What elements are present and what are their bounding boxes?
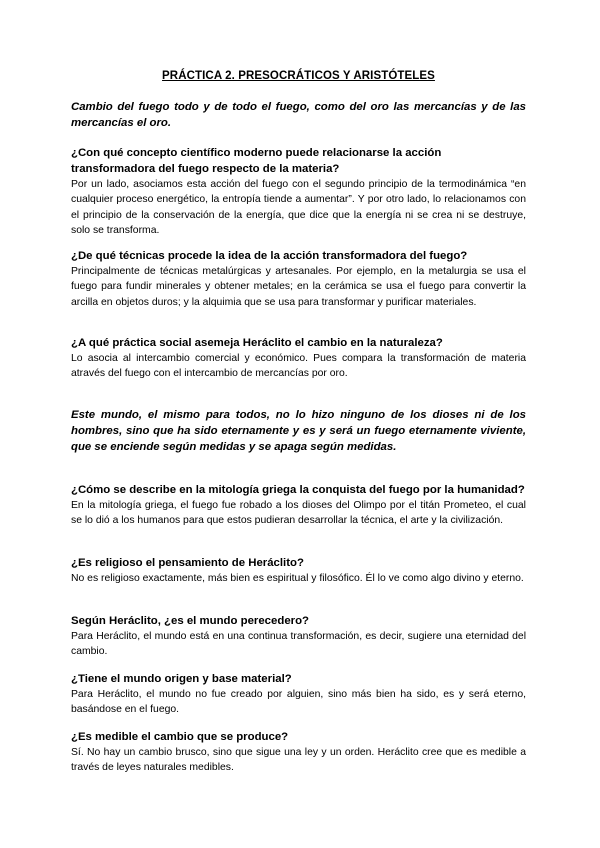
- qa-block-2: [71, 248, 526, 310]
- qa-block-1: [71, 145, 526, 239]
- answer-4: En la mitología griega, el fuego fue robado a los dioses del Olimpo por el titán Prometeo, el cual se lo dió a los humanos para que estos pudieran desarrollar la técnica, el arte y la civilización.: [71, 500, 526, 527]
- answer-5: No es religioso exactamente, más bien es espiritual y filosófico. Él lo ve como algo divino y eterno.: [71, 573, 524, 584]
- question-6: Según Heráclito, ¿es el mundo perecedero?: [71, 615, 309, 627]
- answer-6: Para Heráclito, el mundo está en una continua transformación, es decir, sugiere una eternidad del cambio.: [71, 631, 526, 658]
- quote-fire: Cambio del fuego todo y de todo el fuego, como del oro las mercancías y de las mercancías el oro.: [71, 101, 526, 129]
- page-title: PRÁCTICA 2. PRESOCRÁTICOS Y ARISTÓTELES: [162, 70, 435, 82]
- question-4: ¿Cómo se describe en la mitología griega la conquista del fuego por la humanidad?: [71, 484, 525, 496]
- question-5: ¿Es religioso el pensamiento de Heráclito?: [71, 557, 304, 569]
- quote-world: Este mundo, el mismo para todos, no lo hizo ninguno de los dioses ni de los hombres, sino que ha sido eternamente y es y será un fuego eternamente viviente, que se enciende según medidas y se apaga según medidas.: [71, 409, 526, 453]
- question-2: ¿De qué técnicas procede la idea de la acción transformadora del fuego?: [71, 250, 468, 262]
- qa-block-4: [71, 482, 526, 529]
- qa-block-5: [71, 555, 526, 586]
- answer-1: Por un lado, asociamos esta acción del fuego con el segundo principio de la termodinámica “en cualquier proceso energético, la entropía tiende a aumentar”. Y por otro lado, lo relacionamos con el principio de la conservación de la energía, que dice que la energía ni se crea ni se destruye, solo se transforma.: [71, 179, 526, 237]
- question-7: ¿Tiene el mundo origen y base material?: [71, 673, 292, 685]
- answer-8: Sí. No hay un cambio brusco, sino que sigue una ley y un orden. Heráclito cree que es medible a través de leyes naturales medibles.: [71, 747, 526, 774]
- question-1: ¿Con qué concepto científico moderno puede relacionarse la acción transformadora del fuego respecto de la materia?: [71, 147, 442, 175]
- answer-2: Principalmente de técnicas metalúrgicas y artesanales. Por ejemplo, en la metalurgia se usa el fuego para fundir minerales y obtener metales; en la cerámica se usa el fuego para convertir la arcilla en objetos duros; y la alquimia que se usa para transformar y purificar materiales.: [71, 266, 526, 308]
- qa-block-6: [71, 613, 526, 660]
- answer-7: Para Heráclito, el mundo no fue creado por alguien, sino más bien ha sido, es y será eterno, basándose en el fuego.: [71, 689, 526, 716]
- qa-block-8: [71, 729, 526, 776]
- question-8: ¿Es medible el cambio que se produce?: [71, 731, 289, 743]
- answer-3: Lo asocia al intercambio comercial y económico. Pues compara la transformación de materia através del fuego con el intercambio de mercancías por oro.: [71, 353, 526, 380]
- question-3: ¿A qué práctica social asemeja Heráclito el cambio en la naturaleza?: [71, 337, 443, 349]
- qa-block-3: [71, 335, 526, 382]
- qa-block-7: [71, 671, 526, 718]
